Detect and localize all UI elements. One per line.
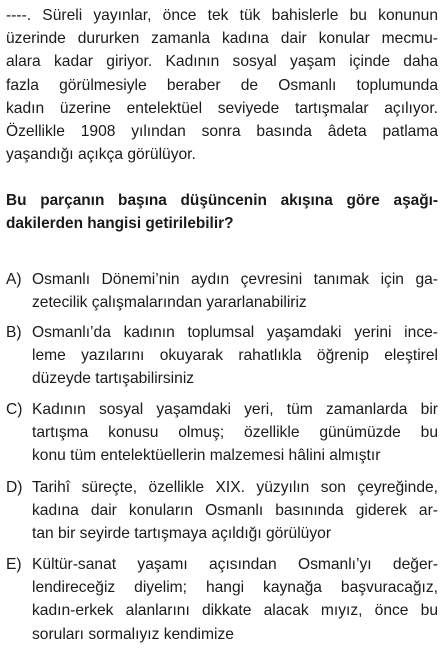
option-line: lendireceğiz diyelim; hangi kaynağa başvuracağız,: [32, 579, 438, 597]
option-text: [32, 476, 438, 546]
option-letter: B): [6, 324, 22, 341]
option-line: Osmanlı Dönemi’nin aydın çevresini tanımak için ga-: [32, 271, 438, 288]
option-line: soruları sormalıyız kendimize: [32, 625, 234, 643]
option-line: Kadının sosyal yaşamdaki yeri, tüm zamanlarda bir: [32, 401, 438, 418]
question-stem: [6, 189, 438, 235]
passage-line: ----. Süreli yayınlar, önce tek tük bahislerle bu konunun: [6, 7, 438, 24]
option-line: leme yazılarını okuyarak rahatlıkla öğrenip eleştirel: [32, 347, 438, 365]
passage-line: fazla görülmesiyle beraber de Osmanlı toplumunda: [6, 76, 438, 94]
question-line: dakilerden hangisi getirilebilir?: [6, 215, 234, 233]
option-text: [32, 553, 438, 646]
passage-line: kadın üzerine entelektüel seviyede tartışmalar açılıyor.: [6, 99, 438, 117]
question-page: [6, 0, 438, 651]
option-line: Osmanlı’da kadının toplumsal yaşamdaki yerini ince-: [32, 324, 438, 341]
option-line: zetecilik çalışmalarından yararlanabiliriz: [32, 294, 307, 312]
option-line: Tarihî süreçte, özellikle XIX. yüzyılın son çeyreğinde,: [32, 479, 438, 496]
option-text: [32, 398, 438, 468]
option-line: Kültür-sanat yaşamı açısından Osmanlı’yı değer-: [32, 556, 438, 573]
option-line: kadına dair konuların Osmanlı basınında giderek ar-: [32, 502, 438, 520]
option-letter: C): [6, 401, 23, 418]
option-line: tartışma konusu olmuş; özellikle günümüzde bu: [32, 424, 438, 442]
passage-line: Özellikle 1908 yılından sonra basında âdeta patlama: [6, 122, 438, 140]
option-text: [32, 268, 438, 314]
option-letter: D): [6, 479, 23, 496]
option-line: tan bir seyirde tartışmaya açıldığı görülüyor: [32, 525, 332, 543]
option-letter: A): [6, 271, 22, 288]
option-text: [32, 321, 438, 391]
option-letter: E): [6, 556, 22, 573]
passage-line: alara kadar giriyor. Kadının sosyal yaşam içinde daha: [6, 53, 438, 71]
option-line: kadın-erkek alanlarını dikkate alacak mıyız, önce bu: [32, 602, 438, 620]
option-line: konu tüm entelektüellerin malzemesi hâlini almıştır: [32, 447, 381, 465]
question-line: Bu parçanın başına düşüncenin akışına göre aşağı-: [6, 192, 438, 209]
passage-line: yaşandığı açıkça görülüyor.: [6, 146, 196, 164]
passage-paragraph: [6, 4, 438, 166]
option-line: düzeyde tartışabilirsiniz: [32, 370, 195, 388]
passage-line: üzerinde dururken zamanla kadına dair konular mecmu-: [6, 30, 438, 48]
